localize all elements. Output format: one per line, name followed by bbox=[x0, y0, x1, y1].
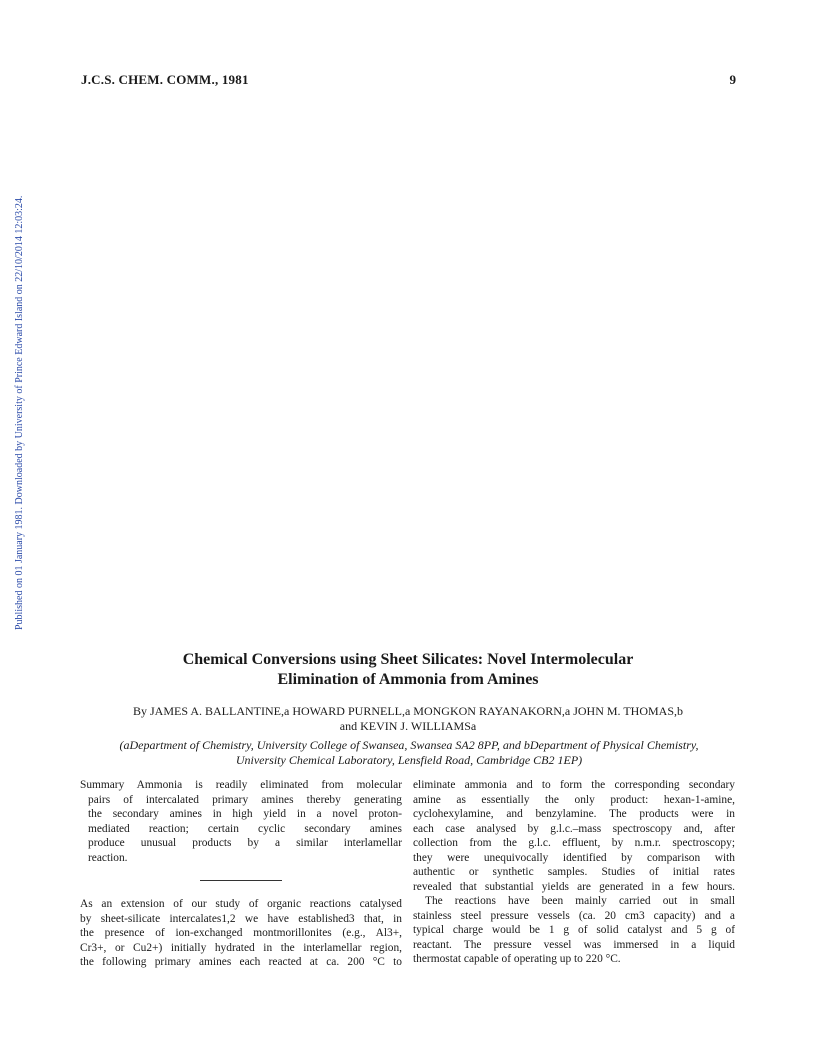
body-line: Cr3+, or Cu2+) initially hydrated in the interlamellar region, bbox=[80, 941, 402, 954]
download-sidebar bbox=[0, 180, 24, 630]
body-line: authentic or synthetic samples. Studies of initial rates bbox=[413, 866, 735, 878]
continuation-paragraph bbox=[413, 778, 735, 894]
body-line: thermostat capable of operating up to 220 °C. bbox=[413, 953, 621, 965]
body-line: the following primary amines each reacted at ca. 200 °C to bbox=[80, 956, 402, 968]
intro-paragraph bbox=[80, 897, 402, 970]
page-number: 9 bbox=[729, 72, 736, 87]
left-column bbox=[80, 778, 402, 970]
authors-line-1: By JAMES A. BALLANTINE,a HOWARD PURNELL,a MONGKON RAYANAKORN,a JOHN M. THOMAS,b bbox=[132, 704, 683, 718]
title-line-1: Chemical Conversions using Sheet Silicates: Novel Intermolecular bbox=[182, 651, 634, 668]
body-line: each case analysed by g.l.c.–mass spectroscopy and, after bbox=[413, 822, 735, 835]
download-note[interactable]: Published on 01 January 1981. Downloaded by University of Prince Edward Island on 22/10/2014 12:03:24. bbox=[14, 195, 25, 630]
summary-block bbox=[80, 778, 402, 865]
body-line: reactant. The pressure vessel was immersed in a liquid bbox=[413, 938, 735, 951]
summary-line: Summary Ammonia is readily eliminated from molecular bbox=[80, 779, 402, 791]
title-line-2: Elimination of Ammonia from Amines bbox=[277, 671, 539, 688]
body-line: stainless steel pressure vessels (ca. 20 cm3 capacity) and a bbox=[413, 909, 735, 922]
body-line: they were unequivocally identified by comparison with bbox=[413, 851, 735, 864]
summary-line: the secondary amines in high yield in a novel proton- bbox=[88, 808, 402, 820]
section-divider bbox=[200, 880, 282, 881]
body-line: by sheet-silicate intercalates1,2 we have established3 that, in bbox=[80, 912, 402, 925]
body-line: revealed that substantial yields are generated in a few hours. bbox=[413, 880, 735, 893]
author-list bbox=[60, 704, 756, 734]
body-line: the presence of ion-exchanged montmorillonites (e.g., Al3+, bbox=[80, 927, 402, 939]
body-line: amine as essentially the only product: hexan-1-amine, bbox=[413, 793, 735, 806]
body-line: collection from the g.l.c. effluent, by n.m.r. spectroscopy; bbox=[413, 837, 735, 849]
body-line: As an extension of our study of organic reactions catalysed bbox=[80, 898, 402, 910]
right-column bbox=[413, 778, 735, 967]
journal-header: J.C.S. CHEM. COMM., 1981 bbox=[81, 72, 249, 87]
body-line: eliminate ammonia and to form the corresponding secondary bbox=[413, 779, 735, 791]
summary-line: mediated reaction; certain cyclic secondary amines bbox=[88, 822, 402, 835]
summary-line: produce unusual products by a similar interlamellar bbox=[88, 837, 402, 849]
body-line: The reactions have been mainly carried out in small bbox=[425, 895, 735, 907]
article-title bbox=[60, 650, 756, 690]
affiliations bbox=[74, 738, 744, 768]
affiliation-line-2: University Chemical Laboratory, Lensfield Road, Cambridge CB2 1EP) bbox=[235, 753, 583, 767]
summary-line: reaction. bbox=[88, 851, 128, 864]
summary-line: pairs of intercalated primary amines thereby generating bbox=[88, 793, 402, 806]
affiliation-line-1: (aDepartment of Chemistry, University College of Swansea, Swansea SA2 8PP, and bDepartment of Physical Chemistry, bbox=[119, 738, 699, 752]
authors-line-2: and KEVIN J. WILLIAMSa bbox=[339, 719, 477, 733]
methods-paragraph bbox=[413, 894, 735, 967]
body-line: cyclohexylamine, and benzylamine. The products were in bbox=[413, 808, 735, 820]
body-line: typical charge would be 1 g of solid catalyst and 5 g of bbox=[413, 924, 735, 936]
